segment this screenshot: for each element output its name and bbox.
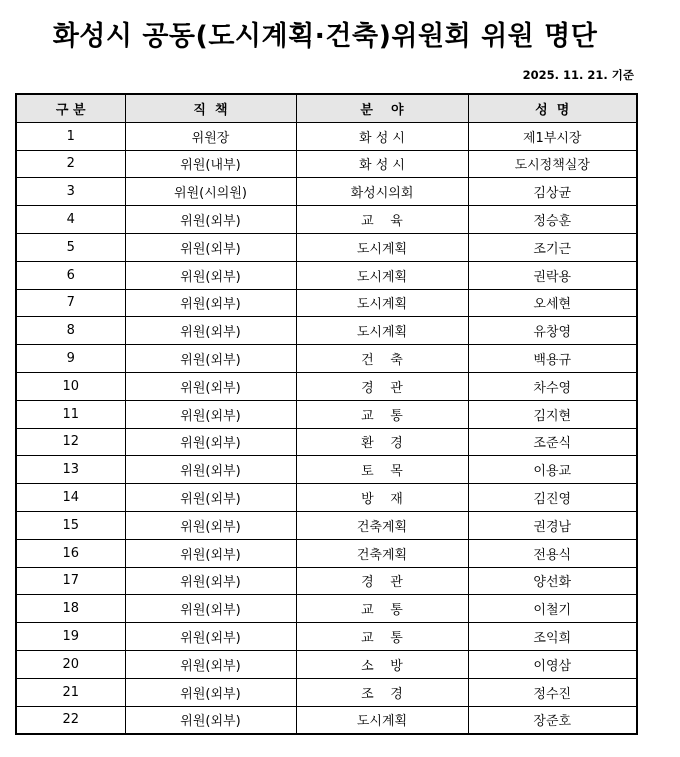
cell-name: 권락용: [468, 261, 637, 289]
cell-field: 화 성 시: [296, 122, 468, 150]
table-row: [16, 178, 637, 206]
cell-field: 건축계획: [296, 539, 468, 567]
cell-position: 위원(외부): [125, 484, 296, 512]
table-row: [16, 233, 637, 261]
cell-position: 위원(외부): [125, 345, 296, 373]
cell-position: 위원(외부): [125, 400, 296, 428]
table-row: [16, 206, 637, 234]
cell-name: 백용규: [468, 345, 637, 373]
table-row: [16, 623, 637, 651]
cell-name: 도시정책실장: [468, 150, 637, 178]
cell-position: 위원(외부): [125, 372, 296, 400]
cell-field: 경 관: [296, 372, 468, 400]
cell-field: 화성시의회: [296, 178, 468, 206]
table-body: [16, 122, 637, 734]
cell-name: 정승훈: [468, 206, 637, 234]
cell-number: 22: [16, 706, 125, 734]
cell-number: 7: [16, 289, 125, 317]
table-row: [16, 345, 637, 373]
header-field: 분 야: [296, 94, 468, 122]
cell-field: 건 축: [296, 345, 468, 373]
cell-position: 위원(외부): [125, 650, 296, 678]
cell-field: 교 육: [296, 206, 468, 234]
cell-position: 위원(외부): [125, 289, 296, 317]
cell-position: 위원(시의원): [125, 178, 296, 206]
cell-number: 18: [16, 595, 125, 623]
table-row: [16, 539, 637, 567]
cell-name: 권경남: [468, 511, 637, 539]
cell-field: 환 경: [296, 428, 468, 456]
cell-field: 건축계획: [296, 511, 468, 539]
cell-position: 위원(외부): [125, 511, 296, 539]
table-row: [16, 456, 637, 484]
cell-position: 위원(외부): [125, 456, 296, 484]
cell-number: 16: [16, 539, 125, 567]
cell-field: 토 목: [296, 456, 468, 484]
table-row: [16, 400, 637, 428]
cell-position: 위원(외부): [125, 567, 296, 595]
cell-name: 장준호: [468, 706, 637, 734]
cell-number: 20: [16, 650, 125, 678]
cell-number: 15: [16, 511, 125, 539]
cell-field: 경 관: [296, 567, 468, 595]
cell-number: 12: [16, 428, 125, 456]
table-row: [16, 372, 637, 400]
cell-field: 교 통: [296, 623, 468, 651]
table-row: [16, 150, 637, 178]
cell-name: 유창영: [468, 317, 637, 345]
cell-position: 위원(외부): [125, 317, 296, 345]
table-row: [16, 567, 637, 595]
cell-name: 조기근: [468, 233, 637, 261]
table-row: [16, 289, 637, 317]
cell-name: 양선화: [468, 567, 637, 595]
cell-position: 위원(외부): [125, 595, 296, 623]
table-row: [16, 650, 637, 678]
cell-number: 19: [16, 623, 125, 651]
cell-number: 21: [16, 678, 125, 706]
cell-field: 도시계획: [296, 233, 468, 261]
cell-name: 김진영: [468, 484, 637, 512]
cell-position: 위원(외부): [125, 206, 296, 234]
cell-name: 정수진: [468, 678, 637, 706]
cell-position: 위원장: [125, 122, 296, 150]
cell-name: 이영삼: [468, 650, 637, 678]
cell-name: 오세현: [468, 289, 637, 317]
cell-name: 김지현: [468, 400, 637, 428]
page-title: 화성시 공동(도시계획·건축)위원회 위원 명단: [52, 21, 598, 52]
table-row: [16, 428, 637, 456]
header-number: 구 분: [16, 94, 125, 122]
cell-name: 이철기: [468, 595, 637, 623]
cell-number: 10: [16, 372, 125, 400]
cell-name: 조준식: [468, 428, 637, 456]
cell-position: 위원(외부): [125, 233, 296, 261]
table-row: [16, 511, 637, 539]
cell-number: 1: [16, 122, 125, 150]
cell-field: 도시계획: [296, 289, 468, 317]
cell-field: 교 통: [296, 595, 468, 623]
base-date: 2025. 11. 21. 기준: [522, 68, 634, 82]
cell-field: 도시계획: [296, 317, 468, 345]
cell-number: 9: [16, 345, 125, 373]
cell-position: 위원(외부): [125, 539, 296, 567]
cell-number: 5: [16, 233, 125, 261]
cell-name: 차수영: [468, 372, 637, 400]
cell-position: 위원(내부): [125, 150, 296, 178]
cell-name: 조익희: [468, 623, 637, 651]
cell-name: 김상균: [468, 178, 637, 206]
cell-position: 위원(외부): [125, 623, 296, 651]
cell-field: 교 통: [296, 400, 468, 428]
table-row: [16, 317, 637, 345]
cell-position: 위원(외부): [125, 678, 296, 706]
cell-number: 8: [16, 317, 125, 345]
table-header-row: [16, 94, 637, 122]
cell-field: 소 방: [296, 650, 468, 678]
table-row: [16, 595, 637, 623]
table-row: [16, 261, 637, 289]
cell-number: 13: [16, 456, 125, 484]
table-row: [16, 706, 637, 734]
cell-name: 전용식: [468, 539, 637, 567]
table-row: [16, 678, 637, 706]
cell-field: 방 재: [296, 484, 468, 512]
cell-number: 17: [16, 567, 125, 595]
cell-position: 위원(외부): [125, 706, 296, 734]
header-position: 직 책: [125, 94, 296, 122]
header-name: 성 명: [468, 94, 637, 122]
cell-number: 3: [16, 178, 125, 206]
cell-field: 화 성 시: [296, 150, 468, 178]
cell-name: 이용교: [468, 456, 637, 484]
table-row: [16, 484, 637, 512]
cell-number: 2: [16, 150, 125, 178]
cell-number: 14: [16, 484, 125, 512]
cell-number: 6: [16, 261, 125, 289]
cell-number: 11: [16, 400, 125, 428]
cell-field: 도시계획: [296, 706, 468, 734]
committee-roster-table: [15, 93, 638, 735]
cell-position: 위원(외부): [125, 261, 296, 289]
cell-number: 4: [16, 206, 125, 234]
cell-name: 제1부시장: [468, 122, 637, 150]
table-row: [16, 122, 637, 150]
cell-position: 위원(외부): [125, 428, 296, 456]
cell-field: 도시계획: [296, 261, 468, 289]
cell-field: 조 경: [296, 678, 468, 706]
